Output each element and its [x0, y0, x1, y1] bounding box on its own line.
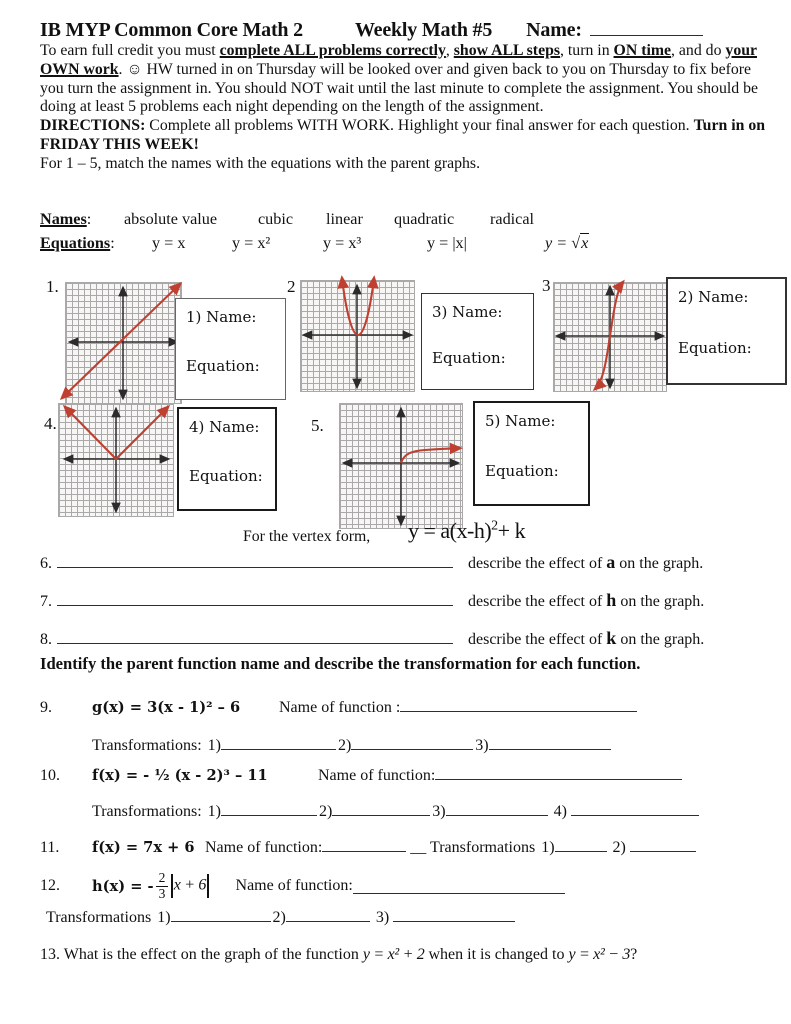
- question-9-name-label: Name of function :: [279, 699, 401, 717]
- assignment-title: Weekly Math #5: [354, 19, 493, 41]
- q11-trans-blank-2: [630, 836, 696, 852]
- equation-option-quadratic: y = x²: [232, 234, 271, 252]
- identify-section-heading: Identify the parent function name and describe the transformation for each function.: [40, 654, 641, 673]
- q11-trans-blank-1: [555, 836, 607, 852]
- name-option-quadratic: quadratic: [394, 210, 455, 228]
- q10-trans-blank-1: [221, 800, 317, 816]
- question-8-number: 8.: [40, 631, 52, 649]
- box-3-name-label: 3) Name:: [432, 303, 503, 321]
- q12-trans-blank-2: [286, 906, 370, 922]
- question-9-name-blank: [400, 696, 637, 712]
- graph-radical: [339, 403, 463, 529]
- graph-cubic: [553, 282, 667, 392]
- names-row: [0, 210, 791, 232]
- name-blank: [590, 16, 703, 36]
- answer-box-3: [421, 293, 534, 390]
- graph-1-number: 1.: [46, 277, 59, 296]
- graph-linear: [65, 282, 182, 404]
- question-12-name-blank: [353, 878, 565, 894]
- graph-absolute-value: [58, 403, 174, 517]
- name-option-absolute-value: absolute value: [124, 210, 218, 228]
- box-1-equation-label: Equation:: [186, 357, 260, 375]
- question-11-name-blank: [322, 836, 406, 852]
- question-10-name-label: Name of function:: [318, 767, 436, 785]
- question-12-absolute-value: x + 6: [170, 874, 209, 898]
- question-6-number: 6.: [40, 555, 52, 573]
- radical-curve: [401, 448, 460, 463]
- question-6-text: describe the effect of a on the graph.: [468, 552, 704, 573]
- name-option-linear: linear: [326, 210, 363, 228]
- answer-box-4: [177, 407, 277, 511]
- box-4-equation-label: Equation:: [189, 467, 263, 485]
- question-9: [40, 696, 637, 717]
- question-11-name-label: Name of function:: [205, 839, 323, 857]
- equation-option-absolute-value: y = |x|: [427, 234, 467, 252]
- q10-trans-blank-4: [571, 800, 699, 816]
- question-12: [40, 864, 565, 908]
- equation-option-linear: y = x: [152, 234, 186, 252]
- graph-quadratic: [300, 280, 415, 392]
- q9-trans-blank-2: [351, 734, 473, 750]
- name-option-cubic: cubic: [258, 210, 294, 228]
- question-12-name-label: Name of function:: [235, 877, 353, 894]
- question-13-math-2: y = x² − 3: [568, 946, 631, 963]
- page-title: [40, 16, 703, 42]
- question-10-number: 10.: [40, 767, 60, 785]
- answer-box-5: [473, 401, 590, 506]
- box-2-equation-label: Equation:: [678, 339, 752, 358]
- question-10-transformations: Transformations: 1) 2) 3) 4): [92, 800, 699, 821]
- question-8-text: describe the effect of k on the graph.: [468, 628, 705, 649]
- question-6-answer-blank: [57, 552, 453, 568]
- match-instruction: For 1 – 5, match the names with the equations with the parent graphs.: [40, 154, 481, 172]
- intro-paragraph: To earn full credit you must complete ALL problems correctly, show ALL steps, turn in ON time, and do your OWN work. ☺ HW turned in on Thursday will be looked over and given back to you on Thursday to fix before you turn the assignment in. You should NOT wait until the last minute to complete the assignment. You should be doing at least 5 problems each night depending on the length of the assignment.: [40, 42, 758, 116]
- graph-4-number: 4.: [44, 414, 57, 433]
- answer-box-2: [666, 277, 787, 385]
- question-13: 13. What is the effect on the graph of the function y = x² + 2 when it is changed to y = x² − 3?: [40, 946, 638, 963]
- graph-3-number: 3: [542, 276, 551, 295]
- question-7-text: describe the effect of h on the graph.: [468, 590, 705, 611]
- question-12-fraction: $\frac{2}{3}$: [156, 871, 169, 900]
- question-7-answer-blank: [57, 590, 453, 606]
- equations-row: [0, 234, 791, 258]
- box-5-equation-label: Equation:: [485, 461, 559, 480]
- course-title: IB MYP Common Core Math 2: [40, 19, 303, 41]
- box-1-name-label: 1) Name:: [186, 308, 257, 326]
- question-9-transformations: Transformations: 1) 2) 3): [92, 734, 611, 755]
- parabola-curve: [342, 278, 374, 335]
- directions-paragraph: DIRECTIONS: Complete all problems WITH WORK. Highlight your final answer for each question. Turn in on FRIDAY THIS WEEK!: [40, 117, 766, 153]
- q10-trans-blank-3: [446, 800, 548, 816]
- q12-trans-blank-3: [393, 906, 515, 922]
- question-9-number: 9.: [40, 699, 52, 717]
- question-8: [40, 628, 704, 649]
- question-10-equation: f(x) = - ½ (x - 2)³ – 11: [92, 767, 268, 785]
- question-10-name-blank: [435, 764, 682, 780]
- q10-trans-blank-2: [332, 800, 430, 816]
- question-6: [40, 552, 703, 573]
- names-label: Names:: [40, 210, 92, 228]
- question-8-answer-blank: [57, 628, 453, 644]
- box-2-name-label: 2) Name:: [678, 288, 749, 306]
- linear-curve: [62, 284, 180, 398]
- equations-label: Equations:: [40, 234, 115, 252]
- question-12-number: 12.: [40, 877, 60, 894]
- box-3-equation-label: Equation:: [432, 349, 506, 368]
- question-9-equation: g(x) = 3(x - 1)² – 6: [92, 699, 241, 717]
- question-11: 11. f(x) = 7x + 6 Name of function: __ Transformations 1) 2): [40, 836, 696, 857]
- question-7-number: 7.: [40, 593, 52, 611]
- q9-trans-blank-1: [221, 734, 336, 750]
- q9-trans-blank-3: [489, 734, 611, 750]
- box-5-name-label: 5) Name:: [485, 412, 556, 430]
- equation-option-cubic: y = x³: [323, 234, 362, 252]
- question-11-equation: f(x) = 7x + 6: [92, 839, 195, 857]
- graph-5-number: 5.: [311, 416, 324, 435]
- vertex-form-formula: $y = a(x-h)^2+ k$: [408, 518, 526, 543]
- vertex-form-prefix: For the vertex form,: [243, 528, 371, 545]
- question-11-number: 11.: [40, 839, 60, 857]
- box-4-name-label: 4) Name:: [189, 418, 260, 436]
- name-label: Name:: [526, 19, 582, 41]
- intro-block: [40, 42, 766, 174]
- question-13-math-1: y = x² + 2: [362, 946, 425, 963]
- graph-2-number: 2: [287, 277, 296, 296]
- question-12-transformations: Transformations 1) 2) 3): [46, 906, 515, 927]
- equation-option-radical: y = √x: [545, 234, 589, 252]
- question-12-equation-lead: h(x) = -: [92, 877, 154, 895]
- name-option-radical: radical: [490, 210, 535, 228]
- q12-trans-blank-1: [171, 906, 271, 922]
- question-7: [40, 590, 704, 611]
- question-10: [40, 764, 682, 785]
- answer-box-1: [175, 298, 286, 400]
- question-11-gap: __: [410, 839, 427, 857]
